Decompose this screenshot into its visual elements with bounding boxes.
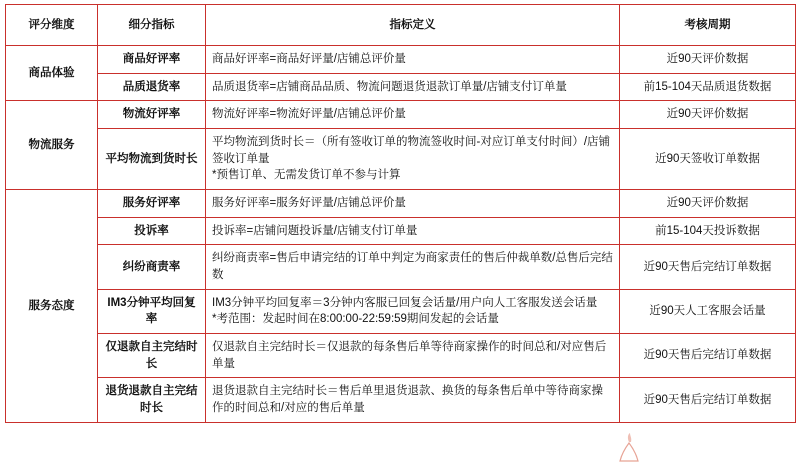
cell-cycle: 近90天售后完结订单数据 [620, 378, 796, 422]
cell-metric: 投诉率 [98, 217, 206, 245]
cell-metric: 仅退款自主完结时长 [98, 334, 206, 378]
cell-cycle: 近90天评价数据 [620, 101, 796, 129]
definition-line: 服务好评率=服务好评量/店铺总评价量 [212, 197, 406, 210]
definition-line: 平均物流到货时长＝（所有签收订单的物流签收时间-对应订单支付时间）/店铺签收订单量 [212, 136, 611, 165]
table-row [6, 289, 796, 333]
definition-line: 仅退款自主完结时长＝仅退款的每条售后单等待商家操作的时间总和/对应售后单量 [212, 341, 607, 370]
table-row [6, 334, 796, 378]
table-row [6, 217, 796, 245]
cell-cycle: 近90天售后完结订单数据 [620, 334, 796, 378]
definition-line: 纠纷商责率=售后申请完结的订单中判定为商家责任的售后仲裁单数/总售后完结数 [212, 252, 613, 282]
table-row [6, 129, 796, 190]
score-dimension-table-page [0, 4, 800, 467]
cell-metric: 退货退款自主完结时长 [98, 378, 206, 422]
cell-metric: 商品好评率 [98, 46, 206, 74]
cell-cycle: 近90天签收订单数据 [620, 129, 796, 190]
definition-note: *预售订单、无需发货订单不参与计算 [212, 169, 401, 182]
cell-definition [206, 334, 620, 378]
score-dimension-table [5, 4, 796, 423]
cell-definition [206, 46, 620, 74]
cell-definition [206, 289, 620, 333]
table-row [6, 245, 796, 289]
cell-dimension: 物流服务 [6, 101, 98, 190]
cell-definition [206, 129, 620, 190]
watermark-icon [606, 431, 652, 465]
table-row [6, 46, 796, 74]
table-row [6, 190, 796, 218]
cell-dimension: 服务态度 [6, 190, 98, 423]
cell-metric: IM3分钟平均回复率 [98, 289, 206, 333]
cell-metric: 品质退货率 [98, 73, 206, 101]
cell-definition [206, 217, 620, 245]
cell-cycle: 近90天评价数据 [620, 190, 796, 218]
definition-note: *考范围：发起时间在8:00:00-22:59:59期间发起的会话量 [212, 313, 499, 326]
table-header-row [6, 5, 796, 46]
cell-cycle: 前15-104天投诉数据 [620, 217, 796, 245]
header-cell-metric: 细分指标 [98, 5, 206, 46]
header-cell-dimension: 评分维度 [6, 5, 98, 46]
header-cell-definition: 指标定义 [206, 5, 620, 46]
definition-line: 投诉率=店铺问题投诉量/店铺支付订单量 [212, 224, 418, 237]
cell-definition [206, 378, 620, 422]
definition-line: 商品好评率=商品好评量/店铺总评价量 [212, 53, 406, 65]
cell-definition [206, 73, 620, 101]
cell-metric: 服务好评率 [98, 190, 206, 218]
cell-metric: 纠纷商责率 [98, 245, 206, 289]
header-cell-cycle: 考核周期 [620, 5, 796, 46]
cell-metric: 物流好评率 [98, 101, 206, 129]
cell-definition [206, 245, 620, 289]
cell-cycle: 前15-104天品质退货数据 [620, 73, 796, 101]
cell-metric: 平均物流到货时长 [98, 129, 206, 190]
definition-line: 退货退款自主完结时长＝售后单里退货退款、换货的每条售后单中等待商家操作的时间总和/对应的售后单量 [212, 385, 603, 415]
table-row [6, 101, 796, 129]
cell-cycle: 近90天售后完结订单数据 [620, 245, 796, 289]
cell-cycle: 近90天人工客服会话量 [620, 289, 796, 333]
cell-cycle: 近90天评价数据 [620, 46, 796, 74]
definition-line: 品质退货率=店铺商品品质、物流问题退货退款订单量/店铺支付订单量 [212, 80, 567, 93]
definition-line: IM3分钟平均回复率＝3分钟内客服已回复会话量/用户向人工客服发送会话量 [212, 296, 598, 309]
cell-definition [206, 101, 620, 129]
definition-line: 物流好评率=物流好评量/店铺总评价量 [212, 108, 406, 121]
table-row [6, 378, 796, 422]
table-row [6, 73, 796, 101]
cell-definition [206, 190, 620, 218]
cell-dimension: 商品体验 [6, 46, 98, 101]
